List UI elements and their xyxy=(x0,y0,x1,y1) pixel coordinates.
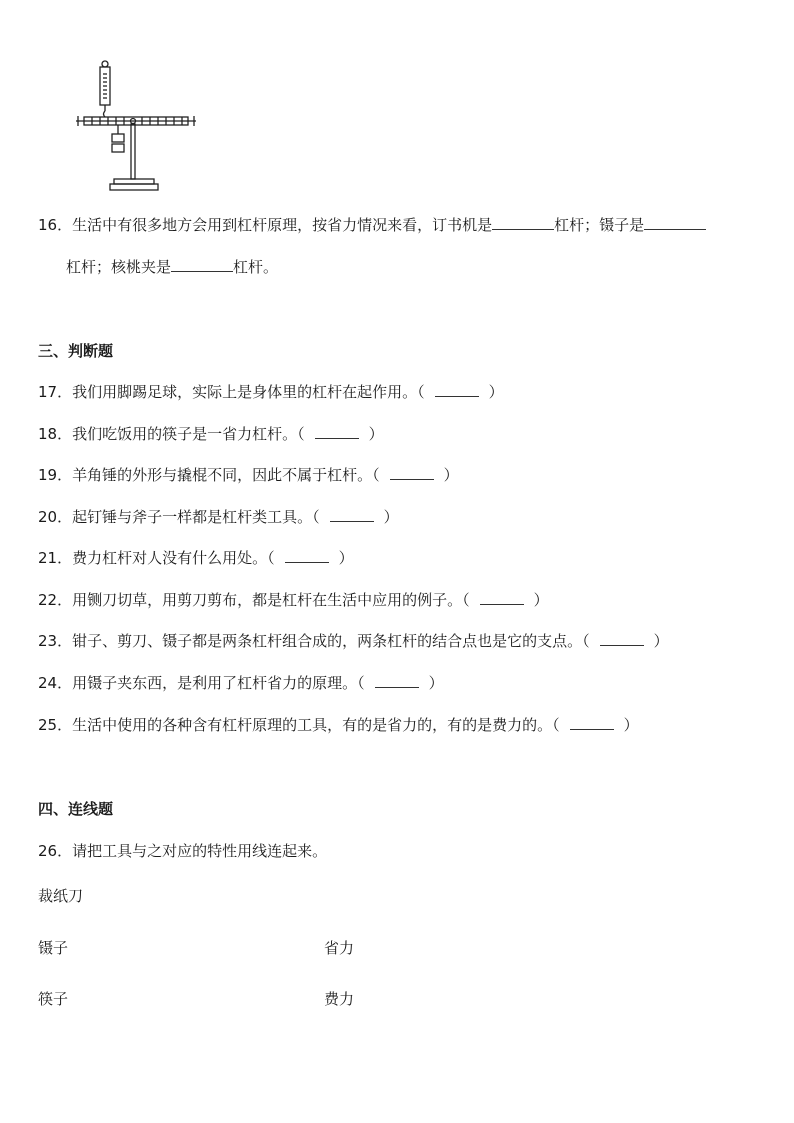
question-26-text: 26．请把工具与之对应的特性用线连起来。 xyxy=(38,842,328,860)
question-16-text-a: 16．生活中有很多地方会用到杠杆原理，按省力情况来看，订书机是 xyxy=(38,216,493,234)
question-text: 20．起钉锤与斧子一样都是杠杆类工具。（ xyxy=(38,508,320,526)
question-close: ） xyxy=(338,549,354,567)
judge-question-22 xyxy=(38,589,549,610)
judge-question-21 xyxy=(38,547,354,568)
answer-blank[interactable] xyxy=(570,716,614,730)
answer-blank[interactable] xyxy=(330,508,374,522)
matching-tool-2[interactable]: 筷子 xyxy=(38,990,69,1008)
question-text: 22．用铡刀切草，用剪刀剪布，都是杠杆在生活中应用的例子。（ xyxy=(38,591,470,609)
answer-blank[interactable] xyxy=(285,549,329,563)
question-16-text-d: 杠杆。 xyxy=(233,258,279,276)
matching-trait-1[interactable]: 费力 xyxy=(324,990,355,1008)
matching-tool-1[interactable]: 镊子 xyxy=(38,939,69,957)
matching-trait-0[interactable]: 省力 xyxy=(324,939,355,957)
question-16-line1 xyxy=(38,214,706,235)
question-close: ） xyxy=(443,466,459,484)
question-16-text-c: 杠杆；核桃夹是 xyxy=(66,258,172,276)
section-title-judge: 三、判断题 xyxy=(38,342,114,360)
question-close: ） xyxy=(623,716,639,734)
question-text: 24．用镊子夹东西，是利用了杠杆省力的原理。（ xyxy=(38,674,365,692)
question-text: 19．羊角锤的外形与撬棍不同，因此不属于杠杆。（ xyxy=(38,466,380,484)
question-close: ） xyxy=(533,591,549,609)
answer-blank[interactable] xyxy=(492,215,554,230)
hanging-weights xyxy=(112,125,124,152)
judge-question-19 xyxy=(38,464,459,485)
answer-blank[interactable] xyxy=(480,591,524,605)
judge-question-17 xyxy=(38,381,504,402)
question-close: ） xyxy=(383,508,399,526)
question-close: ） xyxy=(428,674,444,692)
judge-question-24 xyxy=(38,672,444,693)
spring-scale xyxy=(100,61,110,117)
judge-question-25 xyxy=(38,714,639,735)
question-close: ） xyxy=(488,383,504,401)
question-text: 21．费力杠杆对人没有什么用处。（ xyxy=(38,549,275,567)
answer-blank[interactable] xyxy=(644,215,706,230)
answer-blank[interactable] xyxy=(600,632,644,646)
question-text: 17．我们用脚踢足球，实际上是身体里的杠杆在起作用。（ xyxy=(38,383,425,401)
question-close: ） xyxy=(653,632,669,650)
answer-blank[interactable] xyxy=(390,466,434,480)
question-close: ） xyxy=(368,425,384,443)
question-text: 18．我们吃饭用的筷子是一省力杠杆。（ xyxy=(38,425,305,443)
section-title-matching: 四、连线题 xyxy=(38,800,114,818)
lever-diagram xyxy=(72,58,200,194)
lever-bar xyxy=(76,116,196,126)
question-text: 23．钳子、剪刀、镊子都是两条杠杆组合成的，两条杠杆的结合点也是它的支点。（ xyxy=(38,632,590,650)
question-16-line2 xyxy=(66,256,278,277)
answer-blank[interactable] xyxy=(171,257,233,272)
question-16-text-b: 杠杆；镊子是 xyxy=(554,216,645,234)
judge-question-18 xyxy=(38,423,384,444)
matching-tool-0[interactable]: 裁纸刀 xyxy=(38,887,84,905)
judge-question-20 xyxy=(38,506,399,527)
answer-blank[interactable] xyxy=(315,425,359,439)
answer-blank[interactable] xyxy=(435,383,479,397)
judge-question-23 xyxy=(38,630,669,651)
question-text: 25．生活中使用的各种含有杠杆原理的工具，有的是省力的，有的是费力的。（ xyxy=(38,716,560,734)
answer-blank[interactable] xyxy=(375,674,419,688)
